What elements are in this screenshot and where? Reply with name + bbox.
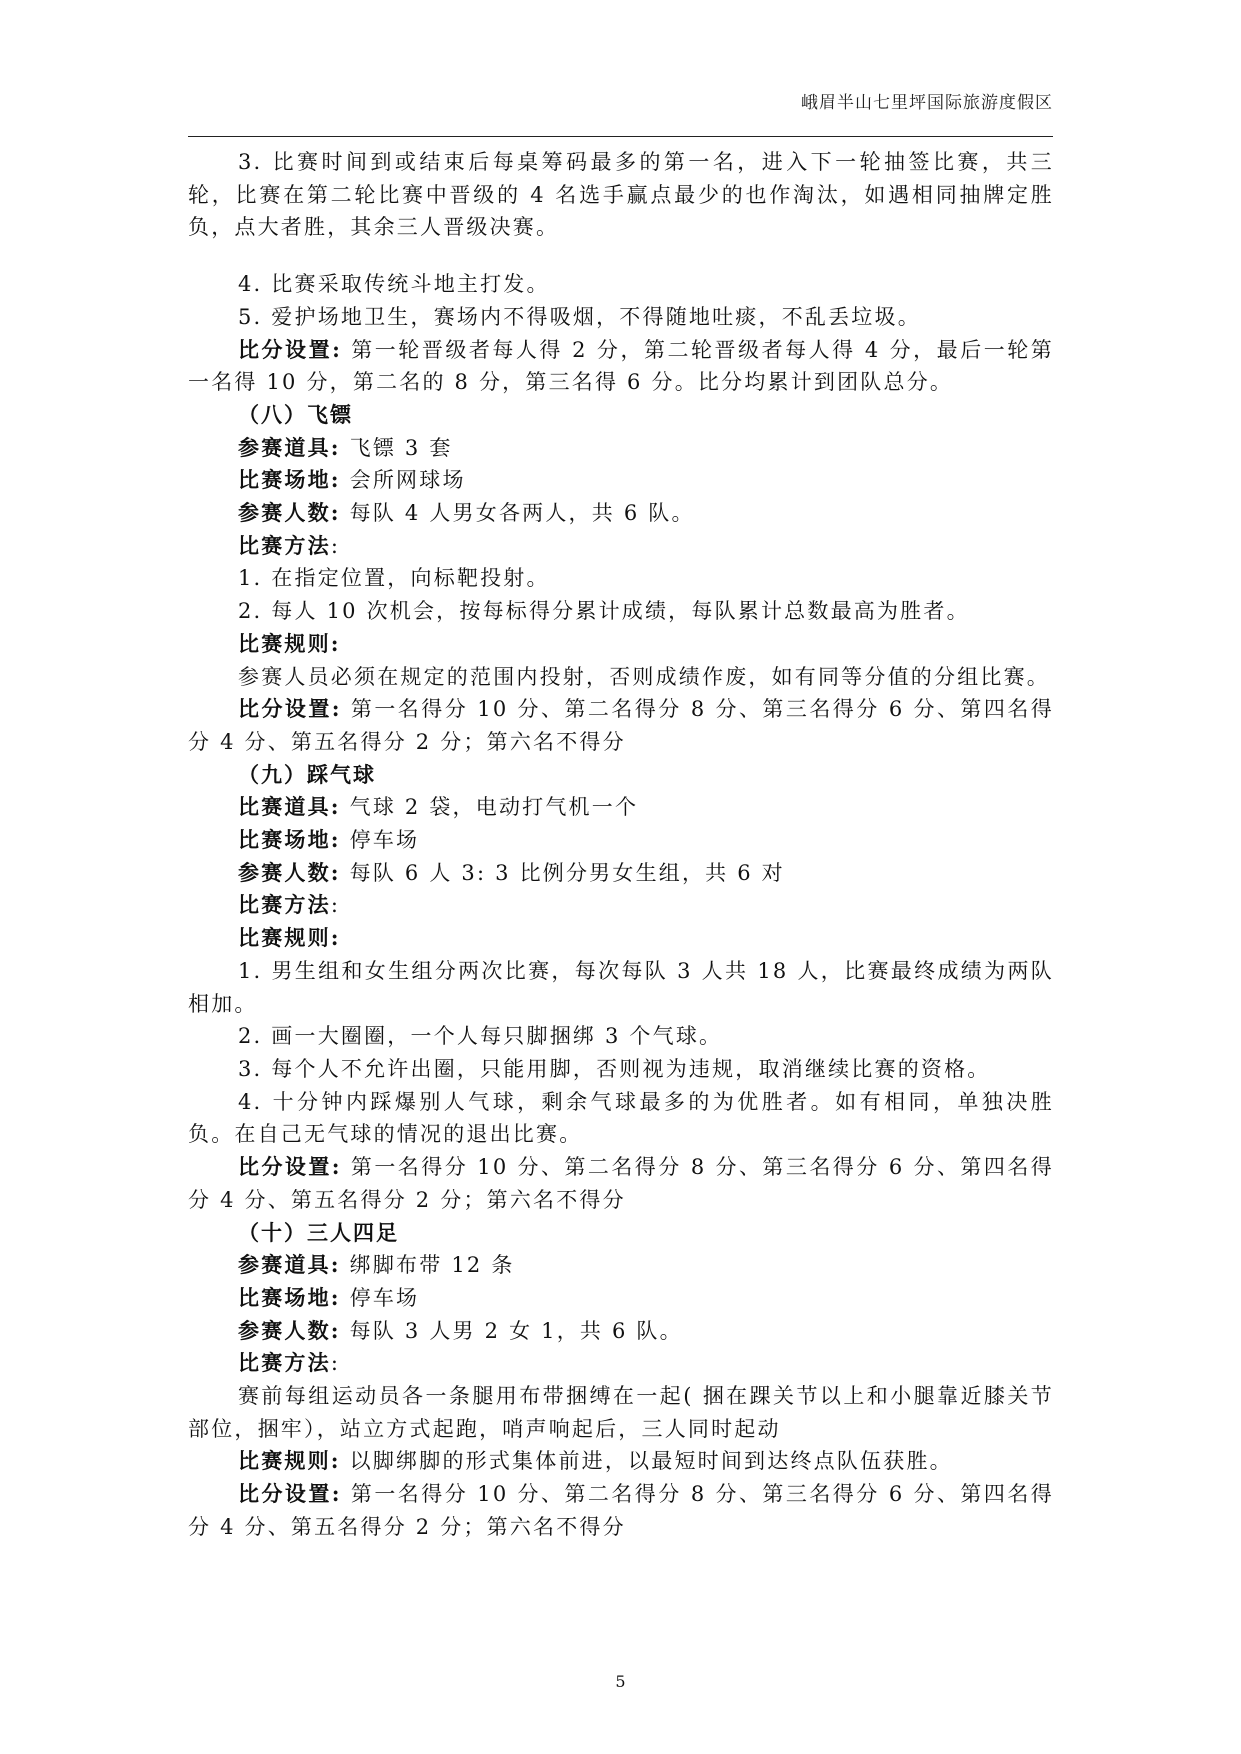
method-label: 比赛方法 [238, 892, 331, 918]
score-setting [188, 1478, 1054, 1543]
equipment-value: 气球 2 袋，电动打气机一个 [340, 795, 639, 820]
rules-text: 以脚绑脚的形式集体前进，以最短时间到达终点队伍获胜。 [340, 1449, 953, 1474]
score-setting [188, 1151, 1054, 1216]
paragraph-gap [188, 244, 1054, 268]
venue-line [188, 824, 1054, 857]
page-header [188, 88, 1053, 137]
score-text: 第一轮晋级者每人得 2 分，第二轮晋级者每人得 4 分，最后一轮第一名得 10 分，第二名的 8 分，第三名得 6 分。比分均累计到团队总分。 [188, 337, 1054, 395]
score-label: 比分设置: [238, 696, 342, 722]
participants-line [188, 497, 1054, 530]
method-text: 赛前每组运动员各一条腿用布带捆缚在一起( 捆在踝关节以上和小腿靠近膝关节部位，捆牢），站立方式起跑，哨声响起后，三人同时起动 [188, 1384, 1054, 1441]
method-colon: : [330, 1351, 341, 1376]
equipment-line [188, 1249, 1054, 1282]
rules-item: 4. 十分钟内踩爆别人气球，剩余气球最多的为优胜者。如有相同，单独决胜负。在自己无气球的情况的退出比赛。 [188, 1089, 1054, 1147]
participants-value: 每队 6 人 3: 3 比例分男女生组，共 6 对 [340, 860, 785, 885]
rules-label: 比赛规则: [238, 925, 341, 951]
rule-paragraph: 4. 比赛采取传统斗地主打发。 [238, 272, 550, 297]
rules-line [188, 1445, 1054, 1478]
method-colon: : [330, 533, 341, 558]
score-setting [188, 334, 1054, 399]
equipment-line [188, 432, 1054, 465]
rules-item: 3. 每个人不允许出圈，只能用脚，否则视为违规，取消继续比赛的资格。 [238, 1056, 991, 1081]
section-heading-darts: （八）飞镖 [238, 401, 353, 427]
rules-item: 1. 男生组和女生组分两次比赛，每次每队 3 人共 18 人，比赛最终成绩为两队相加。 [188, 958, 1054, 1016]
method-label: 比赛方法 [238, 532, 331, 558]
participants-label: 参赛人数: [238, 859, 341, 885]
method-label: 比赛方法 [238, 1350, 331, 1376]
score-text: 第一名得分 10 分、第二名得分 8 分、第三名得分 6 分、第四名得分 4 分、第五名得分 2 分；第六名不得分 [188, 697, 1054, 754]
venue-value: 会所网球场 [340, 468, 466, 493]
section-heading-three-legs: （十）三人四足 [238, 1219, 399, 1245]
equipment-label: 参赛道具: [238, 1252, 341, 1278]
page-number: 5 [615, 1672, 626, 1691]
participants-label: 参赛人数: [238, 500, 341, 526]
equipment-value: 绑脚布带 12 条 [340, 1253, 515, 1278]
score-text: 第一名得分 10 分、第二名得分 8 分、第三名得分 6 分、第四名得分 4 分、第五名得分 2 分；第六名不得分 [188, 1155, 1054, 1212]
rule-paragraph: 3. 比赛时间到或结束后每桌筹码最多的第一名，进入下一轮抽签比赛，共三轮，比赛在第二轮比赛中晋级的 4 名选手赢点最少的也作淘汰，如遇相同抽牌定胜负，点大者胜，其余三人晋级决赛。 [188, 150, 1054, 240]
method-line [188, 1347, 1054, 1380]
document-body [188, 146, 1054, 1544]
participants-label: 参赛人数: [238, 1317, 341, 1343]
method-item: 1. 在指定位置，向标靶投射。 [238, 566, 550, 591]
rules-label: 比赛规则: [238, 1448, 341, 1474]
venue-line [188, 464, 1054, 497]
section-heading-balloon: （九）踩气球 [238, 761, 376, 787]
equipment-label: 比赛道具: [238, 794, 341, 820]
score-text: 第一名得分 10 分、第二名得分 8 分、第三名得分 6 分、第四名得分 4 分、第五名得分 2 分；第六名不得分 [188, 1482, 1054, 1539]
rules-item: 2. 画一大圈圈，一个人每只脚捆绑 3 个气球。 [238, 1024, 723, 1049]
rules-text: 参赛人员必须在规定的范围内投射，否则成绩作废，如有同等分值的分组比赛。 [238, 664, 1050, 689]
equipment-value: 飞镖 3 套 [340, 435, 453, 460]
method-line [188, 889, 1054, 922]
participants-value: 每队 3 人男 2 女 1，共 6 队。 [340, 1318, 683, 1343]
venue-label: 比赛场地: [238, 827, 341, 853]
equipment-label: 参赛道具: [238, 434, 341, 460]
score-label: 比分设置: [238, 1154, 342, 1180]
method-colon: : [330, 893, 341, 918]
method-line [188, 530, 1054, 563]
participants-line [188, 1315, 1054, 1348]
venue-line [188, 1282, 1054, 1315]
venue-value: 停车场 [340, 1285, 420, 1310]
score-label: 比分设置: [238, 1481, 342, 1507]
score-label: 比分设置: [238, 336, 343, 362]
venue-value: 停车场 [340, 828, 420, 853]
rules-label: 比赛规则: [238, 630, 341, 656]
venue-label: 比赛场地: [238, 467, 341, 493]
participants-value: 每队 4 人男女各两人，共 6 队。 [340, 501, 695, 526]
header-title: 峨眉半山七里坪国际旅游度假区 [801, 93, 1053, 113]
participants-line [188, 857, 1054, 890]
venue-label: 比赛场地: [238, 1284, 341, 1310]
method-item: 2. 每人 10 次机会，按每标得分累计成绩，每队累计总数最高为胜者。 [238, 599, 970, 624]
equipment-line [188, 791, 1054, 824]
score-setting [188, 693, 1054, 758]
rule-paragraph: 5. 爱护场地卫生，赛场内不得吸烟，不得随地吐痰，不乱丢垃圾。 [238, 304, 921, 329]
